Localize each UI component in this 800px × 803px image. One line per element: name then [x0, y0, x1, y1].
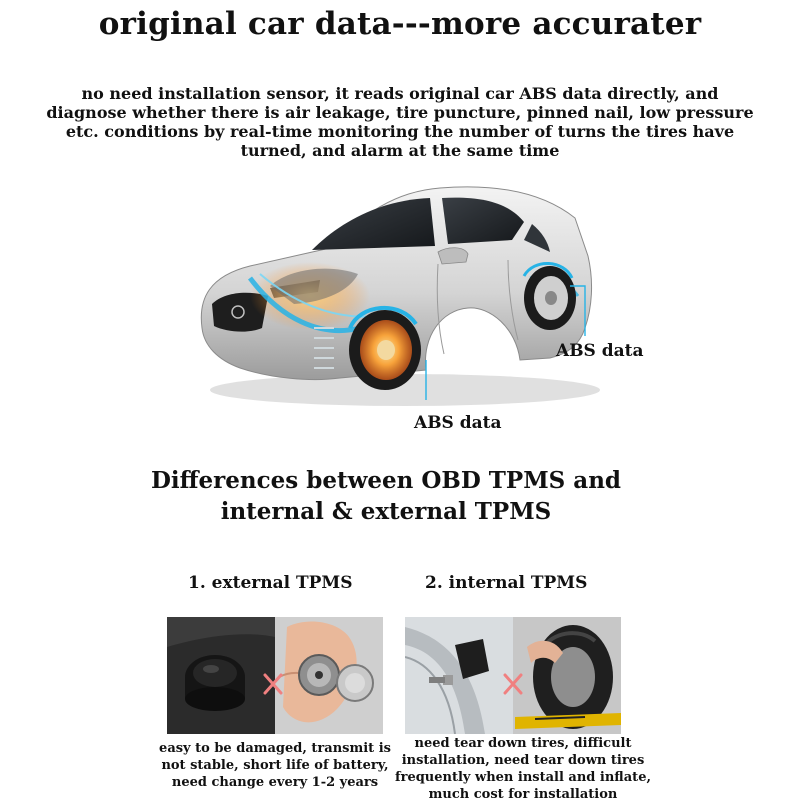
internal-tpms-title: 2. internal TPMS [425, 573, 588, 593]
external-sensor-drawing [167, 617, 383, 734]
car-drawing [190, 178, 600, 408]
internal-tpms-caption: need tear down tires, difficult installation, need tear down tires frequently when install and inflate, much cost for installation [395, 736, 651, 802]
car-illustration [190, 178, 600, 408]
comparison-title [0, 465, 772, 527]
external-tpms-caption: easy to be damaged, transmit is not stable, short life of battery, need change every 1-2 years [159, 741, 391, 790]
headline: original car data---more accurater [98, 6, 702, 42]
comparison-title-line1: Differences between OBD TPMS and [150, 467, 622, 494]
internal-sensor-drawing [405, 617, 621, 734]
abs-data-label-front: ABS data [414, 413, 502, 433]
external-tpms-title: 1. external TPMS [188, 573, 353, 593]
comparison-title-line2: internal & external TPMS [220, 498, 552, 525]
abs-data-label-rear: ABS data [556, 341, 644, 361]
external-tpms-photo [167, 617, 383, 734]
internal-tpms-photo [405, 617, 621, 734]
intro-paragraph: no need installation sensor, it reads original car ABS data directly, and diagnose whether there is air leakage, tire puncture, pinned nail, low pressure etc. conditions by real-time monitoring the number of turns the tires have turned, and alarm at the same time [46, 84, 754, 160]
